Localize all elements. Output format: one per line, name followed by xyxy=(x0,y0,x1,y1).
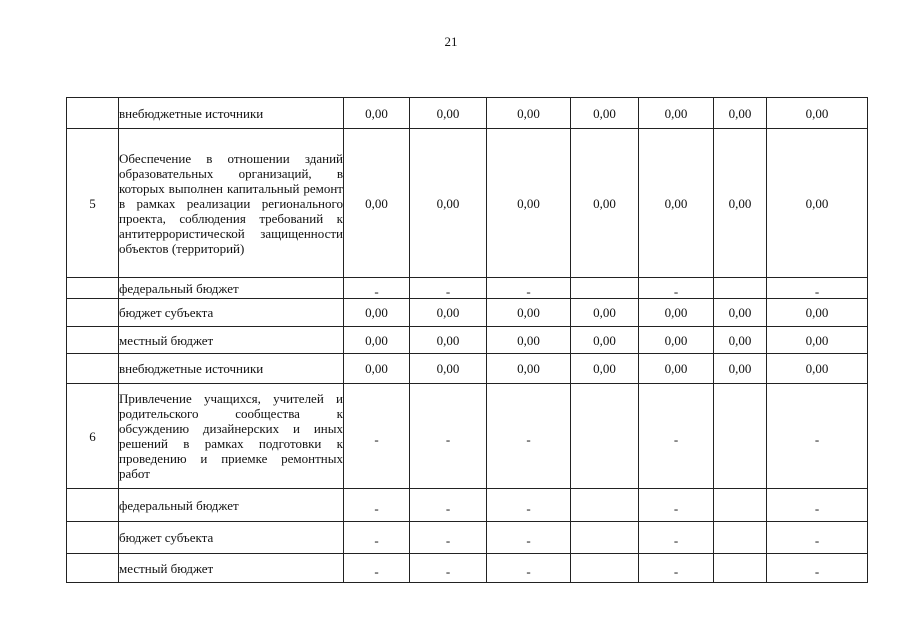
value-cell xyxy=(487,327,571,354)
value-cell xyxy=(487,299,571,327)
value-cell xyxy=(344,299,410,327)
value-cell xyxy=(571,299,639,327)
value-cell xyxy=(344,384,410,489)
amount-value: 0,00 xyxy=(728,305,752,320)
value-cell xyxy=(344,327,410,354)
value-cell xyxy=(767,489,868,522)
amount-value: 0,00 xyxy=(517,195,540,211)
value-cell xyxy=(410,354,487,384)
value-cell xyxy=(714,129,767,278)
dash-value: - xyxy=(814,283,820,299)
dash-value: - xyxy=(673,533,679,548)
amount-value: 0,00 xyxy=(593,361,616,376)
page-number: 21 xyxy=(444,34,458,49)
row-number-cell xyxy=(67,522,119,554)
funding-source-row xyxy=(67,522,868,554)
value-cell xyxy=(410,98,487,129)
value-cell xyxy=(714,354,767,384)
amount-value: 0,00 xyxy=(593,305,616,320)
amount-value: 0,00 xyxy=(664,332,688,348)
amount-value: 0,00 xyxy=(805,361,829,376)
value-cell xyxy=(571,554,639,583)
value-cell xyxy=(571,327,639,354)
value-cell xyxy=(487,354,571,384)
dash-value: - xyxy=(445,283,451,299)
amount-value: 0,00 xyxy=(517,332,540,348)
value-cell xyxy=(571,98,639,129)
value-cell xyxy=(410,129,487,278)
amount-value: 0,00 xyxy=(805,105,829,121)
amount-value: 0,00 xyxy=(728,332,752,348)
value-cell xyxy=(767,299,868,327)
amount-value: 0,00 xyxy=(664,195,688,211)
dash-value: - xyxy=(673,431,679,447)
value-cell xyxy=(344,98,410,129)
value-cell xyxy=(767,327,868,354)
table-body xyxy=(67,98,868,583)
value-cell xyxy=(487,384,571,489)
value-cell xyxy=(767,98,868,129)
amount-value: 0,00 xyxy=(593,195,616,211)
amount-value: 0,00 xyxy=(664,361,688,376)
value-cell xyxy=(714,278,767,299)
amount-value: 0,00 xyxy=(436,305,460,320)
value-cell xyxy=(714,554,767,583)
value-cell xyxy=(767,384,868,489)
value-cell xyxy=(571,384,639,489)
value-cell xyxy=(344,278,410,299)
value-cell xyxy=(714,98,767,129)
row-number-cell xyxy=(67,327,119,354)
value-cell xyxy=(344,554,410,583)
value-cell xyxy=(410,522,487,554)
amount-value: 0,00 xyxy=(365,332,388,348)
funding-source-row xyxy=(67,554,868,583)
item-row xyxy=(67,384,868,489)
value-cell xyxy=(714,299,767,327)
value-cell xyxy=(571,129,639,278)
funding-source-label: местный бюджет xyxy=(119,327,344,354)
value-cell xyxy=(410,554,487,583)
row-number-cell xyxy=(67,98,119,129)
amount-value: 0,00 xyxy=(593,332,616,348)
value-cell xyxy=(410,384,487,489)
row-number-cell: 6 xyxy=(67,384,119,489)
amount-value: 0,00 xyxy=(728,105,752,121)
dash-value: - xyxy=(374,431,379,447)
value-cell xyxy=(571,522,639,554)
value-cell xyxy=(487,278,571,299)
value-cell xyxy=(639,489,714,522)
value-cell xyxy=(571,354,639,384)
funding-source-row xyxy=(67,98,868,129)
dash-value: - xyxy=(814,500,820,516)
amount-value: 0,00 xyxy=(805,195,829,211)
budget-table xyxy=(66,97,868,583)
amount-value: 0,00 xyxy=(365,105,388,121)
value-cell xyxy=(487,522,571,554)
value-cell xyxy=(639,522,714,554)
value-cell xyxy=(639,278,714,299)
dash-value: - xyxy=(814,431,820,447)
value-cell xyxy=(410,299,487,327)
amount-value: 0,00 xyxy=(436,332,460,348)
amount-value: 0,00 xyxy=(365,305,388,320)
dash-value: - xyxy=(526,283,531,299)
value-cell xyxy=(344,129,410,278)
amount-value: 0,00 xyxy=(593,105,616,121)
funding-source-row xyxy=(67,299,868,327)
value-cell xyxy=(767,129,868,278)
value-cell xyxy=(410,278,487,299)
dash-value: - xyxy=(445,500,451,516)
value-cell xyxy=(767,522,868,554)
amount-value: 0,00 xyxy=(728,361,752,376)
value-cell xyxy=(639,554,714,583)
row-number-cell xyxy=(67,489,119,522)
dash-value: - xyxy=(445,563,451,579)
dash-value: - xyxy=(374,533,379,548)
dash-value: - xyxy=(526,431,531,447)
funding-source-label: внебюджетные источники xyxy=(119,98,344,129)
amount-value: 0,00 xyxy=(436,195,460,211)
value-cell xyxy=(487,129,571,278)
dash-value: - xyxy=(445,533,451,548)
item-description: Обеспечение в отношении зданий образовательных организаций, в которых выполнен капитальный ремонт в рамках реализации регионального проекта, соблюдения требований к антитеррористической защищенности объектов (территорий) xyxy=(119,129,344,278)
dash-value: - xyxy=(526,533,531,548)
value-cell xyxy=(639,384,714,489)
dash-value: - xyxy=(526,500,531,516)
value-cell xyxy=(639,327,714,354)
value-cell xyxy=(714,327,767,354)
dash-value: - xyxy=(374,500,379,516)
value-cell xyxy=(344,489,410,522)
funding-source-label: бюджет субъекта xyxy=(119,522,344,554)
dash-value: - xyxy=(814,563,820,579)
value-cell xyxy=(714,384,767,489)
dash-value: - xyxy=(673,500,679,516)
funding-source-row xyxy=(67,327,868,354)
value-cell xyxy=(639,129,714,278)
value-cell xyxy=(410,327,487,354)
funding-source-label: федеральный бюджет xyxy=(119,278,344,299)
value-cell xyxy=(767,278,868,299)
amount-value: 0,00 xyxy=(517,105,540,121)
amount-value: 0,00 xyxy=(365,361,388,376)
dash-value: - xyxy=(673,563,679,579)
dash-value: - xyxy=(526,563,531,579)
value-cell xyxy=(571,278,639,299)
value-cell xyxy=(767,554,868,583)
value-cell xyxy=(344,354,410,384)
value-cell xyxy=(487,489,571,522)
row-number-cell xyxy=(67,354,119,384)
value-cell xyxy=(714,489,767,522)
amount-value: 0,00 xyxy=(517,361,540,376)
amount-value: 0,00 xyxy=(664,105,688,121)
value-cell xyxy=(571,489,639,522)
value-cell xyxy=(344,522,410,554)
value-cell xyxy=(487,98,571,129)
row-number-cell xyxy=(67,554,119,583)
dash-value: - xyxy=(374,563,379,579)
value-cell xyxy=(639,299,714,327)
funding-source-row xyxy=(67,489,868,522)
dash-value: - xyxy=(814,533,820,548)
funding-source-label: местный бюджет xyxy=(119,554,344,583)
amount-value: 0,00 xyxy=(517,305,540,320)
dash-value: - xyxy=(673,283,679,299)
funding-source-label: бюджет субъекта xyxy=(119,299,344,327)
amount-value: 0,00 xyxy=(805,305,829,320)
funding-source-label: внебюджетные источники xyxy=(119,354,344,384)
value-cell xyxy=(639,354,714,384)
row-number-cell xyxy=(67,278,119,299)
amount-value: 0,00 xyxy=(436,361,460,376)
funding-source-row xyxy=(67,354,868,384)
row-number-cell xyxy=(67,299,119,327)
value-cell xyxy=(714,522,767,554)
value-cell xyxy=(767,354,868,384)
amount-value: 0,00 xyxy=(805,332,829,348)
amount-value: 0,00 xyxy=(728,195,752,211)
funding-source-row xyxy=(67,278,868,299)
amount-value: 0,00 xyxy=(436,105,460,121)
item-description: Привлечение учащихся, учителей и родительского сообщества к обсуждению дизайнерских и иных решений в рамках подготовки к проведению и приемке ремонтных работ xyxy=(119,384,344,489)
amount-value: 0,00 xyxy=(664,305,688,320)
value-cell xyxy=(487,554,571,583)
value-cell xyxy=(410,489,487,522)
dash-value: - xyxy=(374,283,379,299)
funding-source-label: федеральный бюджет xyxy=(119,489,344,522)
amount-value: 0,00 xyxy=(365,195,388,211)
dash-value: - xyxy=(445,431,451,447)
value-cell xyxy=(639,98,714,129)
row-number-cell: 5 xyxy=(67,129,119,278)
item-row xyxy=(67,129,868,278)
